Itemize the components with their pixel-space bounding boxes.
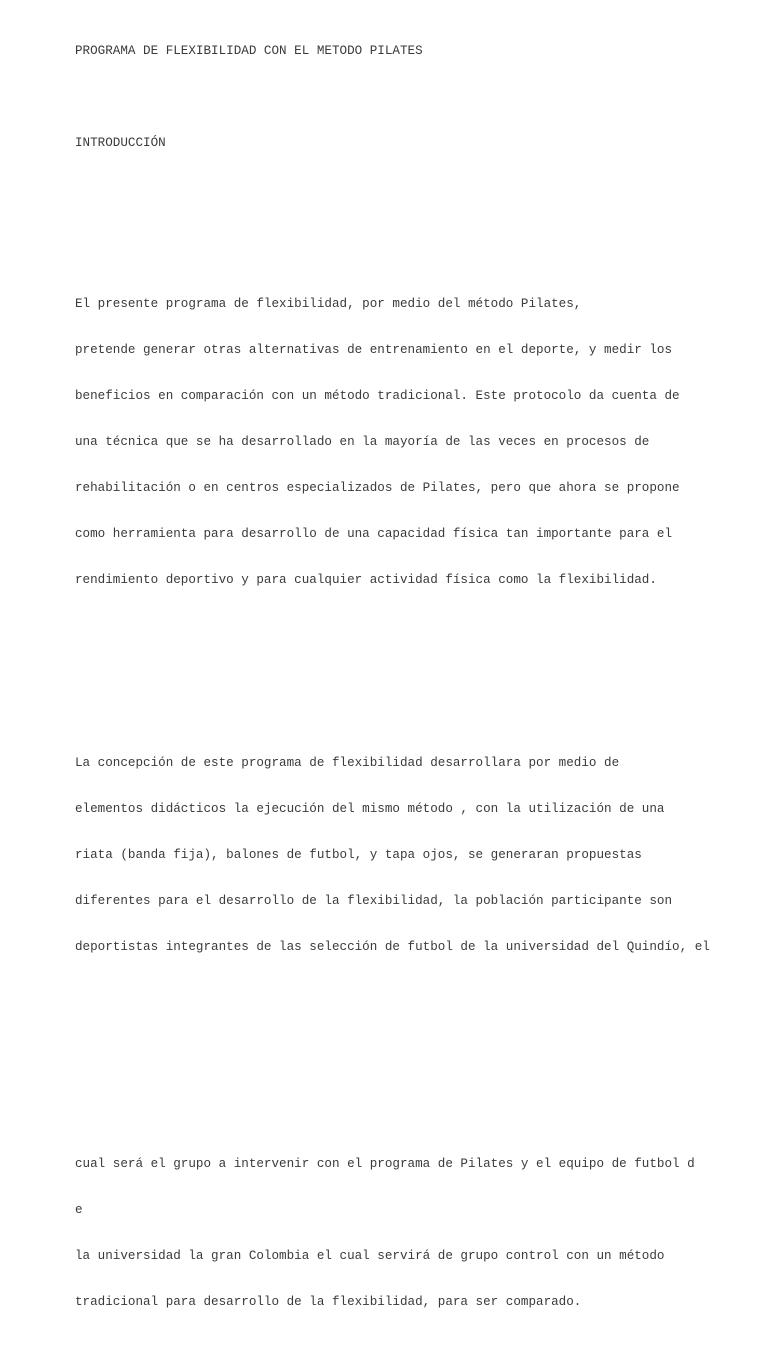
spacer <box>75 182 735 221</box>
paragraph-line: pretende generar otras alternativas de entrenamiento en el deporte, y medir los <box>75 343 673 358</box>
paragraph-line: deportistas integrantes de las selección de futbol de la universidad del Quindío, el <box>75 939 710 954</box>
paragraph-concepcion <box>75 725 735 985</box>
paragraph-intro <box>75 267 735 619</box>
paragraph-line: riata (banda fija), balones de futbol, y tapa ojos, se generaran propuestas <box>75 847 642 862</box>
paragraph-line: una técnica que se ha desarrollado en la mayoría de las veces en procesos de <box>75 435 650 450</box>
paragraph-line: como herramienta para desarrollo de una capacidad física tan importante para el <box>75 526 673 541</box>
document-body <box>75 13 735 1372</box>
section-heading: INTRODUCCIÓN <box>75 136 166 151</box>
document-title: PROGRAMA DE FLEXIBILIDAD CON EL METODO PILATES <box>75 43 423 58</box>
paragraph-line: La concepción de este programa de flexibilidad desarrollara por medio de <box>75 756 620 771</box>
paragraph-line: beneficios en comparación con un método tradicional. Este protocolo da cuenta de <box>75 389 680 404</box>
paragraph-line: rendimiento deportivo y para cualquier actividad física como la flexibilidad. <box>75 572 657 587</box>
paragraph-line: El presente programa de flexibilidad, por medio del método Pilates, <box>75 297 582 312</box>
paragraph-line: la universidad la gran Colombia el cual servirá de grupo control con un método <box>75 1249 665 1264</box>
paragraph-line: cual será el grupo a intervenir con el programa de Pilates y el equipo de futbol d <box>75 1157 695 1172</box>
spacer <box>75 665 735 680</box>
paragraph-line: elementos didácticos la ejecución del mismo método , con la utilización de una <box>75 801 665 816</box>
paragraph-line: tradicional para desarrollo de la flexibilidad, para ser comparado. <box>75 1295 582 1310</box>
spacer <box>75 1031 735 1046</box>
spacer <box>75 89 735 105</box>
paragraph-line: diferentes para el desarrollo de la flexibilidad, la población participante son <box>75 893 673 908</box>
paragraph-grupo <box>75 1127 735 1341</box>
paragraph-line: e <box>75 1203 83 1218</box>
paragraph-line: rehabilitación o en centros especializados de Pilates, pero que ahora se propone <box>75 481 680 496</box>
spacer <box>75 1077 735 1081</box>
